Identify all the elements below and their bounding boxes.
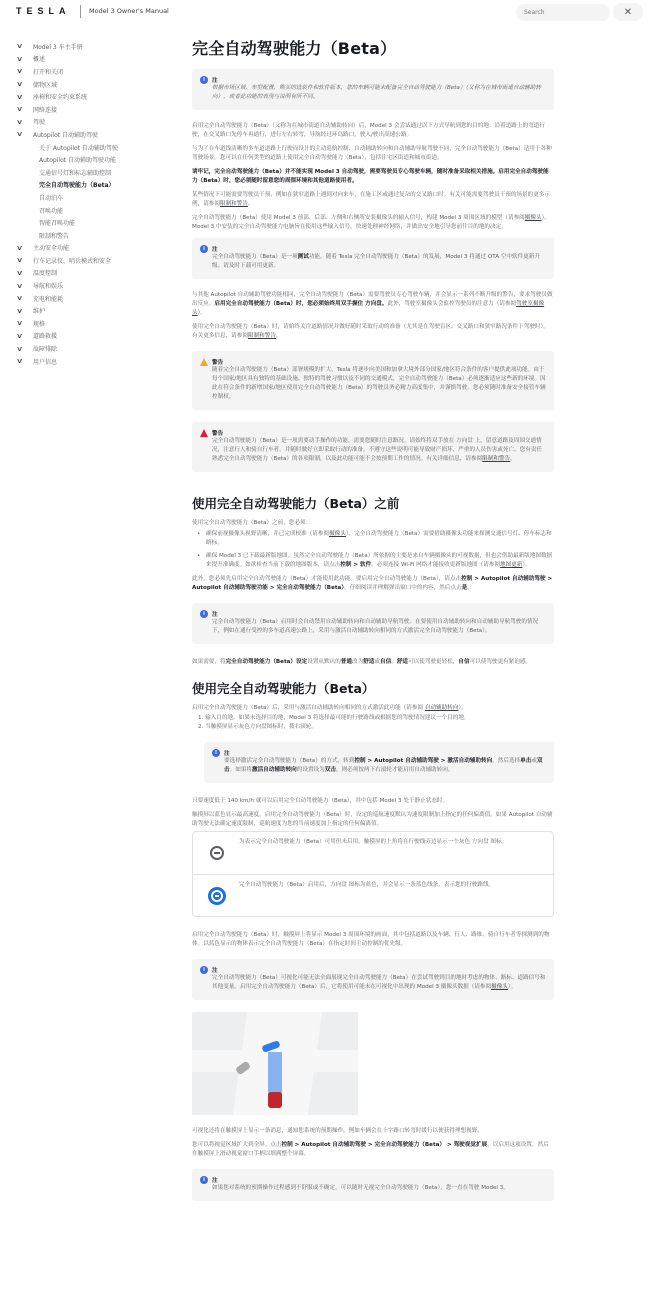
- cameras-link[interactable]: 摄像头: [491, 984, 508, 990]
- paragraph: 此外，您必须先启用完全自动驾驶能力（Beta）才能使用此功能。要启用完全自动驾驶能力（Beta），请点击控制 > Autopilot 自动辅助驾驶 > Autopilot 自动辅助驾驶功能 > 完全自动驾驶能力（Beta），仔细阅读并理解弹出窗口中的内容，然后点击是。: [192, 576, 553, 591]
- chevron-down-icon: ∨: [16, 42, 24, 51]
- paragraph: 您可以将视觉区域扩大到全屏。点击控制 > Autopilot 自动辅助驾驶 > 完全自动驾驶能力（Beta） > 驾驶视觉扩展，以启用这项设置。然后在触摸屏上滑动视觉窗口手柄以填满整个屏幕。: [192, 1142, 549, 1157]
- paragraph: 使用完全自动驾驶能力（Beta）时，请始终关注道路情况并做好随时采取行动的准备（尤其是在驾驶盲区、交叉路口和狭窄路况条件下驾驶时）。有关更多信息，请参阅限制和警告。: [192, 324, 549, 339]
- paragraph: 启用完全自动驾驶能力（Beta）后，采用与激活自动辅助转向相同的方式激活此功能（请参阅 自动辅助转向）。: [192, 705, 467, 711]
- sidebar-item[interactable]: ∨ 打开和关闭: [16, 67, 64, 76]
- info-icon: i: [200, 1176, 208, 1184]
- note-callout: i 注 如果您对系统的预期操作过程感到不舒服或不确定，可以随时无视完全自动驾驶能力（Beta），您一直在驾驶 Model 3。: [192, 1169, 554, 1201]
- top-bar: [0, 0, 660, 24]
- chevron-down-icon: ∨: [16, 268, 24, 277]
- steps-list: [192, 714, 554, 732]
- sidebar-item[interactable]: ∨ 储物区域: [16, 80, 58, 89]
- chevron-down-icon: ∨: [16, 54, 24, 63]
- sidebar-subitem[interactable]: 召唤功能: [39, 207, 64, 215]
- chevron-down-icon: ∨: [16, 344, 24, 353]
- chevron-down-icon: ∨: [16, 117, 24, 126]
- cabin-camera-link[interactable]: 驾驶室摄像头: [192, 301, 545, 316]
- sidebar-item[interactable]: ∨ Model 3 车主手册: [16, 42, 83, 51]
- chevron-down-icon: ∨: [16, 67, 24, 76]
- chevron-down-icon: ∨: [16, 243, 24, 252]
- chevron-down-icon: ∨: [16, 80, 24, 89]
- icon-row-gray: 为表示完全自动驾驶能力（Beta）可用但未启用，触摸屏的上角将在行驶线旁边显示一个灰色 方向盘 图标。: [193, 832, 553, 874]
- autosteer-link[interactable]: 自动辅助转向: [424, 705, 459, 711]
- info-icon: i: [200, 966, 208, 974]
- note-callout: i 注 要选择激活完全自动驾驶能力（Beta）的方式，转到控制 > Autopilot 自动辅助驾驶 > 激活自动辅助转向，然后选择单击或双击。如果将激活自动辅助转向的设置设为双击，则必须按两下右滚轮才能启用自动辅助转向。: [204, 742, 554, 783]
- icon-table: [192, 831, 554, 917]
- sidebar-item-autopilot[interactable]: ∨ Autopilot 自动辅助驾驶: [16, 130, 99, 139]
- danger-icon: [200, 429, 208, 437]
- sidebar-subitem[interactable]: Autopilot 自动辅助驾驶功能: [39, 157, 117, 165]
- fsd-visualization-image: [192, 1012, 358, 1115]
- sidebar-subitem[interactable]: 智能召唤功能: [39, 220, 76, 228]
- logo-divider: [80, 5, 81, 18]
- close-button[interactable]: [613, 3, 643, 21]
- paragraph: 可视化还将在触摸屏上显示一条消息，通知您系统的预期操作，例如车辆会在十字路口转弯时缓行以便获得理想视野。: [192, 1128, 483, 1134]
- warning-callout: 警告 随着完全自动驾驶能力（Beta）部署规模的扩大，Tesla 将逐步向美国和加拿大境外部分国家/地区符合条件的客户提供此项功能。由于每个国家/地区具有独特的基础设施、独特的驾驶习惯以及不同的交通模式，完全自动驾驶能力（Beta）必须逐渐适应这些新的环境。因此在符合条件的新增国家/地区使用完全自动驾驶能力（Beta）的驾驶员务必精力高度集中，并谨慎驾驶。您必须随时准备安全接管车辆控制权。: [192, 351, 554, 410]
- sidebar-item[interactable]: ∨ 驾驶: [16, 117, 46, 127]
- chevron-down-icon: ∨: [16, 331, 24, 340]
- limitations-link[interactable]: 限制和警告: [219, 201, 248, 207]
- sidebar-subitem-active[interactable]: 完全自动驾驶能力（Beta）: [39, 182, 115, 190]
- paragraph: 触摸屏以蓝色显示最高速度。启用完全自动驾驶能力（Beta）时，设定的巡航速度默认为速度限制加上指定的任何偏离值。如果 Autopilot 自动辅助驾驶无法确定速度限制，巡航速度为您的当前速度加上指定的任何偏离值。: [192, 812, 553, 827]
- chevron-down-icon: ∨: [16, 281, 24, 290]
- steering-wheel-blue-icon: [208, 887, 226, 905]
- paragraph: 与其他 Autopilot 自动辅助驾驶功能相同，完全自动驾驶能力（Beta）需要驾驶员专心驾驶车辆，并会显示一系列不断升级的警告，要求驾驶员做出反应。启用完全自动驾驶能力（Beta）时，您必须始终用双手握住 方向盘。此外，驾驶室摄像头会监控驾驶员的注意力（请参阅驾驶室摄像头）。: [192, 292, 553, 316]
- info-icon: i: [212, 749, 220, 757]
- sidebar-item[interactable]: ∨ 用户信息: [16, 357, 58, 366]
- info-icon: i: [200, 76, 208, 84]
- paragraph: 只要速度低于 140 km/h 就可以启用完全自动驾驶能力（Beta），其中包括 Model 3 处于静止状态时。: [192, 798, 449, 804]
- sidebar-subitem[interactable]: 交通信号灯和标志辅助控制: [39, 169, 112, 177]
- manual-title[interactable]: Model 3 Owner's Manual: [89, 7, 169, 15]
- main-content: [192, 36, 554, 1213]
- sidebar-item[interactable]: ∨ 主动安全功能: [16, 243, 70, 253]
- chevron-down-icon: ∨: [16, 92, 24, 101]
- info-icon: i: [200, 245, 208, 253]
- close-icon: ✕: [623, 6, 633, 18]
- paragraph: 如果需要，将完全自动驾驶能力（Beta）设定设置从默认的普通改为舒适或自信。舒适可以使驾驶更轻松，自信可以使驾驶更有紧迫感。: [192, 659, 532, 665]
- sidebar-subitem[interactable]: 关于 Autopilot 自动辅助驾驶: [39, 144, 118, 152]
- paragraph: 使用完全自动驾驶能力（Beta）之前，您必须：: [192, 520, 312, 526]
- sidebar-item[interactable]: ∨ 规格: [16, 319, 46, 328]
- chevron-down-icon: ∨: [16, 357, 24, 366]
- chevron-down-icon: ∨: [16, 130, 24, 139]
- note-callout: i 注 完全自动驾驶能力（Beta）可视化可能无法全面展现完全自动驾驶能力（Beta）在尝试驾驶到目的地时考虑的物体、路标、道路信号和其他变量。启用完全自动驾驶能力（Beta）后，它将使用可能未在可视化中出现的 Model 3 摄像头数据（请参阅摄像头）。: [192, 959, 554, 1000]
- search-input[interactable]: [516, 4, 610, 21]
- sidebar-item[interactable]: ∨ 座椅和安全约束系统: [16, 92, 88, 102]
- list-item: 1. 输入目的地。如果未选择目的地，Model 3 将选择最可能的行驶路线或根据您的驾驶情况建议一个目的地。: [198, 715, 470, 721]
- info-icon: i: [200, 610, 208, 618]
- list-item: 2. 当触摸屏显示灰色方向盘图标时，拨右滚轮。: [198, 724, 317, 730]
- icon-row-blue: 完全自动驾驶能力（Beta）启用后，方向盘 图标为蓝色，并会显示一条蓝色线条，表示您的行驶路线。: [193, 874, 553, 916]
- sidebar-item[interactable]: ∨ 道路救援: [16, 331, 58, 341]
- paragraph: 与为了在车道线清晰的多车道道路上行驶而设计的主动巡航控制、自动辅助转向和自动辅助导航驾驶不同，完全自动驾驶能力（Beta）适用于各种驾驶场景。您可以在任何类型的道路上使用完全自动驾驶能力（Beta），包括住宅区街道和城市街道。: [192, 146, 552, 161]
- chevron-down-icon: ∨: [16, 306, 24, 315]
- prereq-list: [192, 530, 554, 570]
- danger-callout: 警告 完全自动驾驶能力（Beta）是一项需要动手操作的功能，需要您随时注意路况。请始终将双手放在 方向盘 上，留意道路及周围交通情况，注意行人和骑自行车者，并随时做好立即采取行动的准备。不遵守这些说明可能导致财产损坏、严重的人员伤害或死亡。您有责任熟悉完全自动驾驶能力（Beta）的各项限制，以及此功能可能不会按预期工作的情况。有关详细信息，请参阅限制和警告。: [192, 422, 554, 472]
- map-update-link[interactable]: 地图更新: [500, 562, 523, 568]
- section-heading-before: 使用完全自动驾驶能力（Beta）之前: [192, 496, 400, 511]
- paragraph: 启用完全自动驾驶能力（Beta）（又称为在城市街道自动辅助转向）后，Model 3 会尝试通过以下方式导航到您的目的地：沿着道路上的弯道行驶，在交叉路口先停车再通行，进行左右转弯，导航经过环岛路口，驶入/驶出高速公路。: [192, 123, 545, 138]
- chevron-down-icon: ∨: [16, 105, 24, 114]
- note-callout: i 注 完全自动驾驶能力（Beta）是一项测试功能。随着 Tesla 完全自动驾驶能力（Beta）的发展，Model 3 将通过 OTA 空中软件更新升级。请及时下载可用更新。: [192, 238, 554, 279]
- note-callout: i 注 根据市场区域、车型配置、购买的选装件和软件版本，您的车辆可能未配备完全自动驾驶能力（Beta）（又称为在城市街道自动辅助转向），或者此功能的表现与说明有所不同。: [192, 69, 554, 110]
- sidebar-item[interactable]: ∨ 导航和娱乐: [16, 281, 64, 291]
- sidebar-nav: [18, 40, 183, 367]
- paragraph: 启用完全自动驾驶能力（Beta）时，触摸屏上将显示 Model 3 周围环境的画面，其中包括道路以及车辆、行人、路锥、骑自行车者等探测到的物体。以蓝色显示的物体表示完全自动驾驶能力（Beta）在指定时间主动控制的优先级。: [192, 932, 550, 947]
- sidebar-item[interactable]: ∨ 维护: [16, 306, 46, 316]
- sidebar-subitem[interactable]: 限制和警告: [39, 232, 70, 240]
- list-item: • 确保前视摄像头视野清晰，并已完成校准（请参阅摄像头）。完全自动驾驶能力（Beta）需要借助摄像头功能来探测交通信号灯、停车标志和路标。: [192, 530, 554, 548]
- list-item: • 确保 Model 3 已下载最新版地图。虽然完全自动驾驶能力（Beta）所依据的主要是来自车辆摄像头的可视数据，但也会借助最新版地图数据来提升准确度。如欲检查当前下载的地图版本，请点击控制 > 软件。必须连接 Wi-Fi 网络才能接收更新版地图（请参阅地图更新）。: [192, 552, 554, 570]
- limitations-link[interactable]: 限制和警告: [247, 333, 276, 339]
- cameras-link[interactable]: 摄像头: [524, 215, 542, 221]
- sidebar-item[interactable]: ∨ 行车记录仪、哨兵模式和安全: [16, 256, 112, 265]
- sidebar-subitem[interactable]: 自动泊车: [39, 194, 64, 202]
- sidebar-item[interactable]: ∨ 充电和能耗: [16, 294, 64, 303]
- limitations-link[interactable]: 限制和警告: [482, 456, 511, 462]
- chevron-down-icon: ∨: [16, 294, 24, 303]
- note-callout: i 注 完全自动驾驶能力（Beta）启用时会自动禁用自动辅助转向和自动辅助导航驾驶。在要使用自动辅助转向和自动辅助导航驾驶的情况下，例如在通行受控的多车道高速公路上，采用与激活自动辅助转向相同的方式激活完全自动驾驶能力（Beta）。: [192, 603, 554, 644]
- section-heading-use: 使用完全自动驾驶能力（Beta）: [192, 681, 375, 696]
- paragraph: 完全自动驾驶能力（Beta）使用 Model 3 前部、后部、左侧和右侧所安装摄像头的输入信号，构建 Model 3 周围区域的模型（请参阅摄像头）。Model 3 中安装的完全自动驾驶能力电脑旨在使用这些输入信号，快速处理神经网络，并做出安全地引导您前往目的地的决定。: [192, 215, 550, 230]
- paragraph-bold: 请牢记，完全自动驾驶能力（Beta）并不能实现 Model 3 自动驾驶，需要驾驶员专心驾驶车辆，随时准备采取相关措施。启用完全自动驾驶能力（Beta）时，您必须随时留意您的周围环境和其他道路使用者。: [192, 169, 549, 184]
- sidebar-item[interactable]: ∨ 故障排除: [16, 344, 58, 354]
- chevron-down-icon: ∨: [16, 256, 24, 265]
- paragraph: 某些情况下可能需要驾驶员干预，例如在狭窄道路上遇到对向来车，在施工区或通过复杂的交叉路口时。有关可能需要驾驶员干预的场景的更多示例，请参阅限制和警告。: [192, 192, 551, 207]
- cameras-link[interactable]: 摄像头: [329, 531, 346, 537]
- chevron-down-icon: ∨: [16, 319, 24, 328]
- steering-wheel-gray-icon: [210, 846, 224, 860]
- sidebar-item[interactable]: ∨ 概述: [16, 54, 46, 64]
- tesla-logo[interactable]: TESLA: [16, 6, 71, 16]
- sidebar-item[interactable]: ∨ 温度控制: [16, 268, 58, 278]
- warning-icon: [200, 358, 208, 366]
- sidebar-item[interactable]: ∨ 网络连接: [16, 105, 58, 114]
- page-title: 完全自动驾驶能力（Beta）: [192, 39, 397, 58]
